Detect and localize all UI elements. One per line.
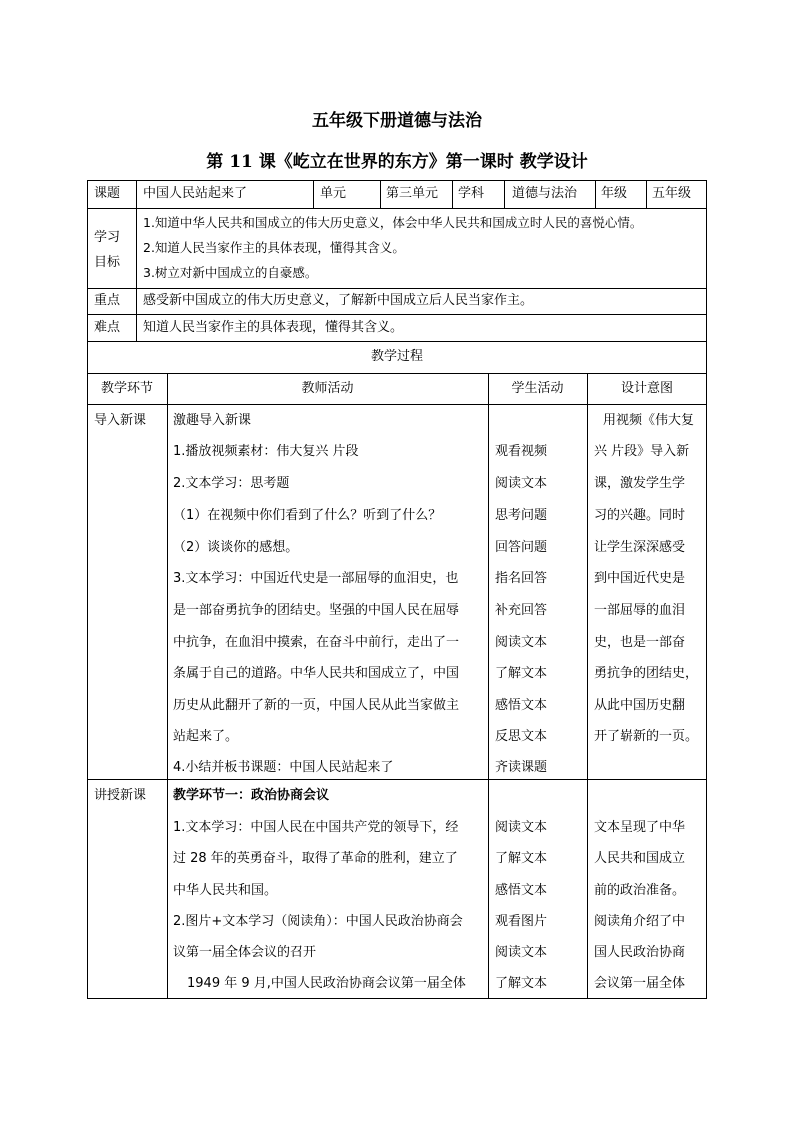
- header-student: 学生活动: [511, 381, 564, 396]
- design-intent-line: 一部屈辱的血泪: [594, 603, 686, 618]
- student-activity: 阅读文本: [495, 476, 548, 491]
- student-activity: 感悟文本: [495, 883, 548, 898]
- design-intent-line: 阅读角介绍了中: [594, 914, 686, 929]
- teacher-line: 是一部奋勇抗争的团结史。坚强的中国人民在屈辱: [173, 603, 460, 618]
- subject-value: 道德与法治: [512, 186, 578, 201]
- teacher-heading: 教学环节一：政治协商会议: [173, 788, 330, 803]
- student-activity: 观看图片: [495, 914, 548, 929]
- design-intent-line: 让学生深深感受: [594, 540, 686, 555]
- teacher-line: 历史从此翻开了新的一页，中国人民从此当家做主: [173, 698, 460, 713]
- unit-label: 单元: [320, 186, 347, 201]
- student-activity: 齐读课题: [495, 760, 548, 775]
- teacher-line: 3.文本学习：中国近代史是一部屈辱的血泪史，也: [173, 571, 459, 586]
- student-activity: 阅读文本: [495, 635, 548, 650]
- topic-label: 课题: [94, 186, 121, 201]
- design-intent-line: 国人民政治协商: [594, 945, 686, 960]
- student-activity: 观看视频: [495, 444, 548, 459]
- teacher-line: 2.图片+文本学习（阅读角）：中国人民政治协商会: [173, 914, 463, 929]
- student-activity: 阅读文本: [495, 820, 548, 835]
- teacher-line: 过 28 年的英勇奋斗，取得了革命的胜利，建立了: [173, 851, 458, 866]
- teacher-line: 2.文本学习：思考题: [173, 476, 290, 491]
- student-activity: 了解文本: [495, 976, 548, 991]
- teacher-line: 条属于自己的道路。中华人民共和国成立了，中国: [173, 666, 460, 681]
- goals-label-line2: 目标: [94, 255, 121, 270]
- design-intent-line: 兴 片段》导入新: [594, 444, 690, 459]
- stage-intro: 导入新课: [94, 413, 147, 428]
- design-intent-line: 到中国近代史是: [594, 571, 686, 586]
- teacher-line: 1949 年 9 月,中国人民政治协商会议第一届全体: [187, 976, 466, 991]
- header-intent: 设计意图: [620, 381, 673, 396]
- student-activity: 阅读文本: [495, 945, 548, 960]
- student-activity: 补充回答: [495, 603, 548, 618]
- teacher-line: 4.小结并板书课题：中国人民站起来了: [173, 760, 394, 775]
- goals-label-line1: 学习: [94, 230, 121, 245]
- teacher-line: 中抗争，在血泪中摸索，在奋斗中前行，走出了一: [173, 635, 460, 650]
- grade-label: 年级: [601, 186, 628, 201]
- document-title: 五年级下册道德与法治: [312, 111, 482, 131]
- design-intent-line: 会议第一届全体: [594, 976, 686, 991]
- design-intent-line: 人民共和国成立: [594, 851, 686, 866]
- goal-item: 2.知道人民当家作主的具体表现，懂得其含义。: [143, 240, 405, 255]
- design-intent-line: 课，激发学生学: [594, 476, 686, 491]
- subject-label: 学科: [458, 186, 485, 201]
- document-subtitle: 第 11 课《屹立在世界的东方》第一课时 教学设计: [206, 152, 588, 172]
- key-point-text: 感受新中国成立的伟大历史意义，了解新中国成立后人民当家作主。: [143, 293, 534, 308]
- design-intent-line: 从此中国历史翻: [594, 698, 686, 713]
- key-point-label: 重点: [94, 293, 121, 308]
- difficulty-text: 知道人民当家作主的具体表现，懂得其含义。: [143, 320, 404, 335]
- unit-value: 第三单元: [386, 186, 439, 201]
- design-intent-line: 史，也是一部奋: [594, 635, 686, 650]
- design-intent-line: 文本呈现了中华: [594, 820, 686, 835]
- student-activity: 感悟文本: [495, 698, 548, 713]
- teacher-line: （1）在视频中你们看到了什么？听到了什么？: [173, 508, 442, 523]
- design-intent-line: 用视频《伟大复: [603, 413, 695, 428]
- student-activity: 思考问题: [495, 508, 548, 523]
- teacher-line: 议第一届全体会议的召开: [173, 945, 317, 960]
- goal-item: 1.知道中华人民共和国成立的伟大历史意义，体会中华人民共和国成立时人民的喜悦心情。: [143, 215, 643, 230]
- student-activity: 回答问题: [495, 540, 548, 555]
- header-teacher: 教师活动: [301, 381, 354, 396]
- header-stage: 教学环节: [100, 381, 153, 396]
- teacher-line: 激趣导入新课: [173, 413, 252, 428]
- student-activity: 了解文本: [495, 851, 548, 866]
- design-intent-line: 前的政治准备。: [594, 883, 686, 898]
- teacher-line: 1.文本学习：中国人民在中国共产党的领导下，经: [173, 820, 459, 835]
- student-activity: 指名回答: [495, 571, 548, 586]
- design-intent-line: 习的兴趣。同时: [594, 508, 686, 523]
- student-activity: 了解文本: [495, 666, 548, 681]
- difficulty-label: 难点: [94, 320, 121, 335]
- grade-value: 五年级: [652, 186, 692, 201]
- teacher-line: （2）谈谈你的感想。: [173, 540, 299, 555]
- stage-new-lesson: 讲授新课: [94, 788, 147, 803]
- process-title: 教学过程: [370, 349, 423, 364]
- goal-item: 3.树立对新中国成立的自豪感。: [143, 265, 318, 280]
- student-activity: 反思文本: [495, 729, 548, 744]
- teacher-line: 中华人民共和国。: [173, 883, 278, 898]
- topic-value: 中国人民站起来了: [143, 186, 248, 201]
- design-intent-line: 开了崭新的一页。: [594, 729, 699, 744]
- design-intent-line: 勇抗争的团结史，: [594, 666, 699, 681]
- teacher-line: 1.播放视频素材：伟大复兴 片段: [173, 444, 359, 459]
- teacher-line: 站起来了。: [173, 729, 239, 744]
